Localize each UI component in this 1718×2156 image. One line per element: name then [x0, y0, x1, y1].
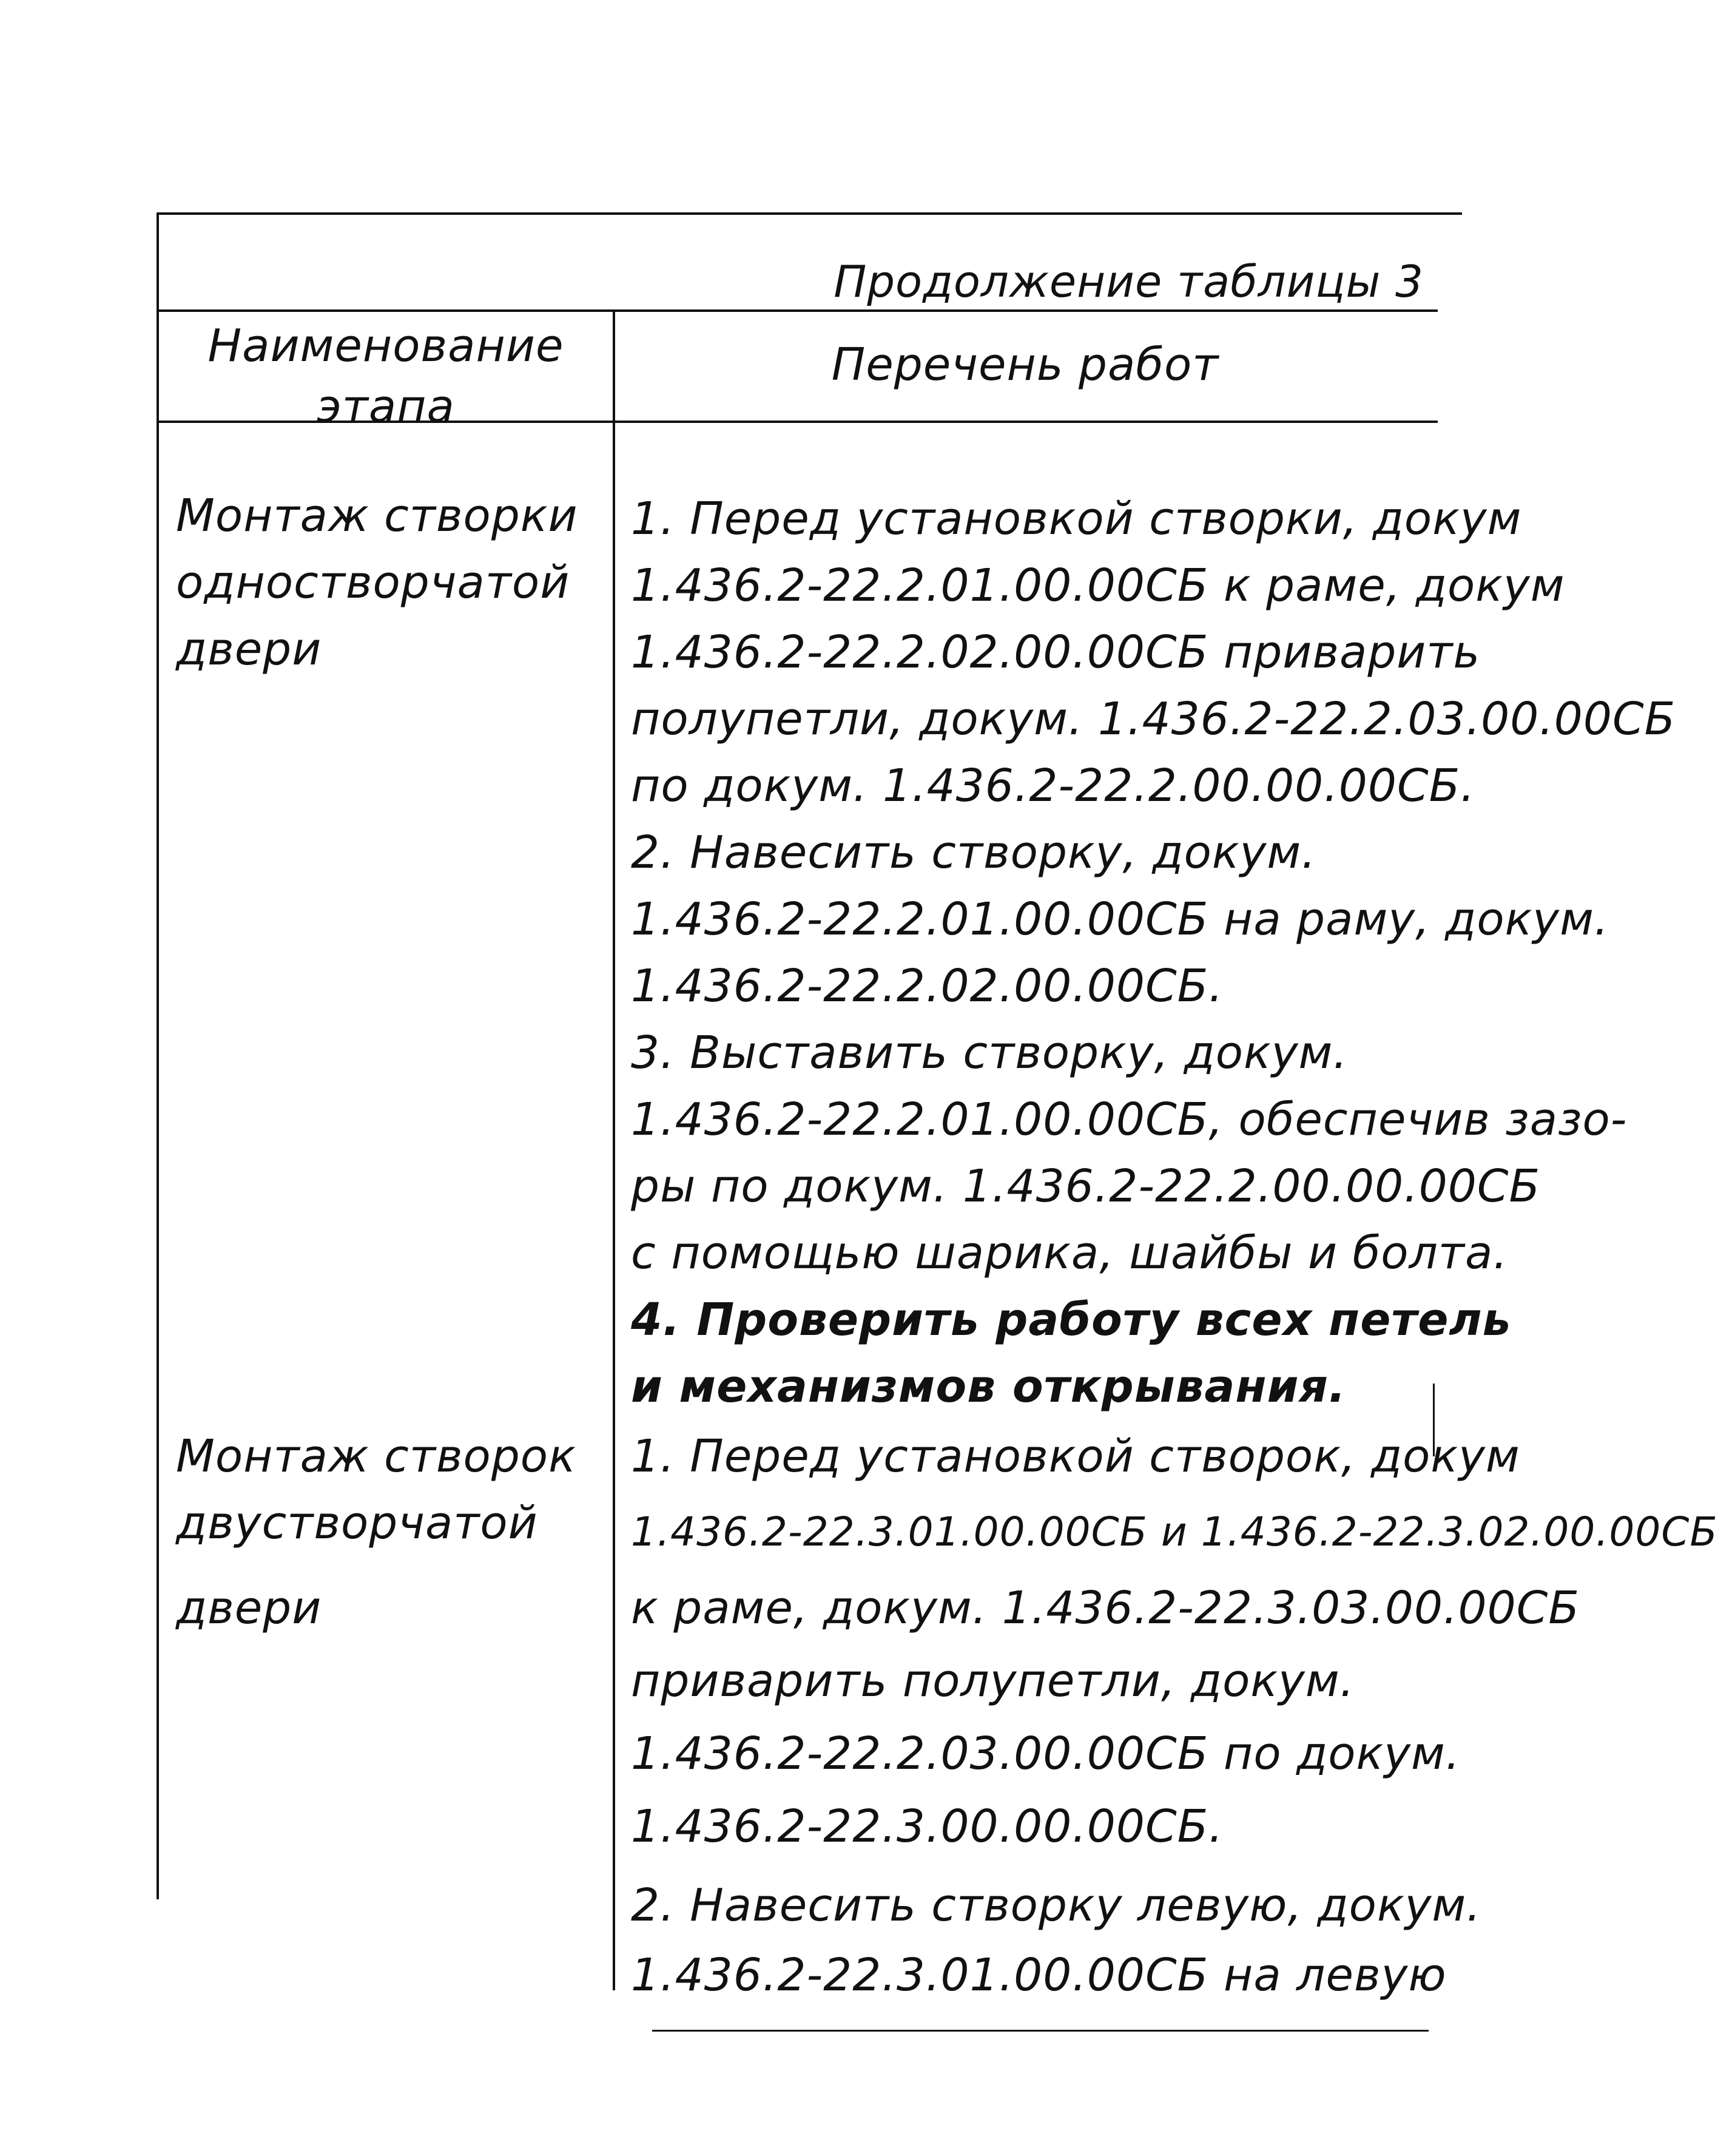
work-line: полупетли, докум. 1.436.2-22.2.03.00.00СБ — [631, 693, 1676, 745]
work-line: приварить полупетли, докум. — [631, 1655, 1355, 1707]
work-line: 1.436.2-22.2.02.00.00СБ приварить — [631, 626, 1481, 678]
stage-line: Монтаж створки — [176, 490, 578, 542]
continued-label: Продолжение таблицы 3 — [834, 256, 1424, 307]
work-line: 1. Перед установкой створки, докум — [631, 493, 1522, 545]
stage-header-line: Наименование — [207, 320, 564, 372]
header-top-rule — [157, 309, 1438, 312]
work-line: с помощью шарика, шайбы и болта. — [631, 1227, 1508, 1279]
work-line: и механизмов открывания. — [631, 1360, 1347, 1413]
work-line: ры по докум. 1.436.2-22.2.00.00.00СБ — [631, 1160, 1541, 1212]
table-left-border — [157, 212, 159, 1899]
work-line: 1.436.2-22.2.02.00.00СБ. — [631, 960, 1224, 1012]
stage-cell-single-door — [176, 482, 625, 683]
work-line: к раме, докум. 1.436.2-22.3.03.00.00СБ — [631, 1582, 1580, 1634]
stage-line: двери — [176, 1582, 322, 1634]
stage-line: двери — [176, 623, 322, 675]
work-line: 2. Навесить створку, докум. — [631, 826, 1316, 879]
work-line: 1.436.2-22.3.00.00.00СБ. — [631, 1800, 1224, 1853]
work-line: 1. Перед установкой створок, докум — [631, 1430, 1520, 1482]
stage-column-header — [159, 316, 613, 437]
works-column-header: Перечень работ — [831, 339, 1219, 391]
work-line: 1.436.2-22.2.01.00.00СБ к раме, докум — [631, 559, 1565, 612]
table-top-rule — [157, 212, 1462, 215]
work-line: 2. Навесить створку левую, докум. — [631, 1879, 1481, 1931]
work-line: 1.436.2-22.2.01.00.00СБ на раму, докум. — [631, 893, 1609, 945]
work-line: 1.436.2-22.2.03.00.00СБ по докум. — [631, 1728, 1461, 1780]
stage-line: Монтаж створок — [176, 1430, 576, 1482]
work-line: 1.436.2-22.3.01.00.00СБ и 1.436.2-22.3.02.00.00СБ — [631, 1509, 1718, 1555]
work-line: по докум. 1.436.2-22.2.00.00.00СБ. — [631, 760, 1475, 812]
stage-cell-double-door — [176, 1423, 625, 1641]
stage-line: двустворчатой — [176, 1497, 538, 1549]
work-line: 4. Проверить работу всех петель — [631, 1294, 1512, 1346]
stage-line: одностворчатой — [176, 556, 570, 609]
footer-rule — [652, 2030, 1429, 2032]
work-line: 1.436.2-22.2.01.00.00СБ, обеспечив зазо- — [631, 1093, 1628, 1146]
work-line: 1.436.2-22.3.01.00.00СБ на левую — [631, 1949, 1447, 2001]
stage-header-line: этапа — [317, 380, 455, 433]
work-line: 3. Выставить створку, докум. — [631, 1027, 1348, 1079]
